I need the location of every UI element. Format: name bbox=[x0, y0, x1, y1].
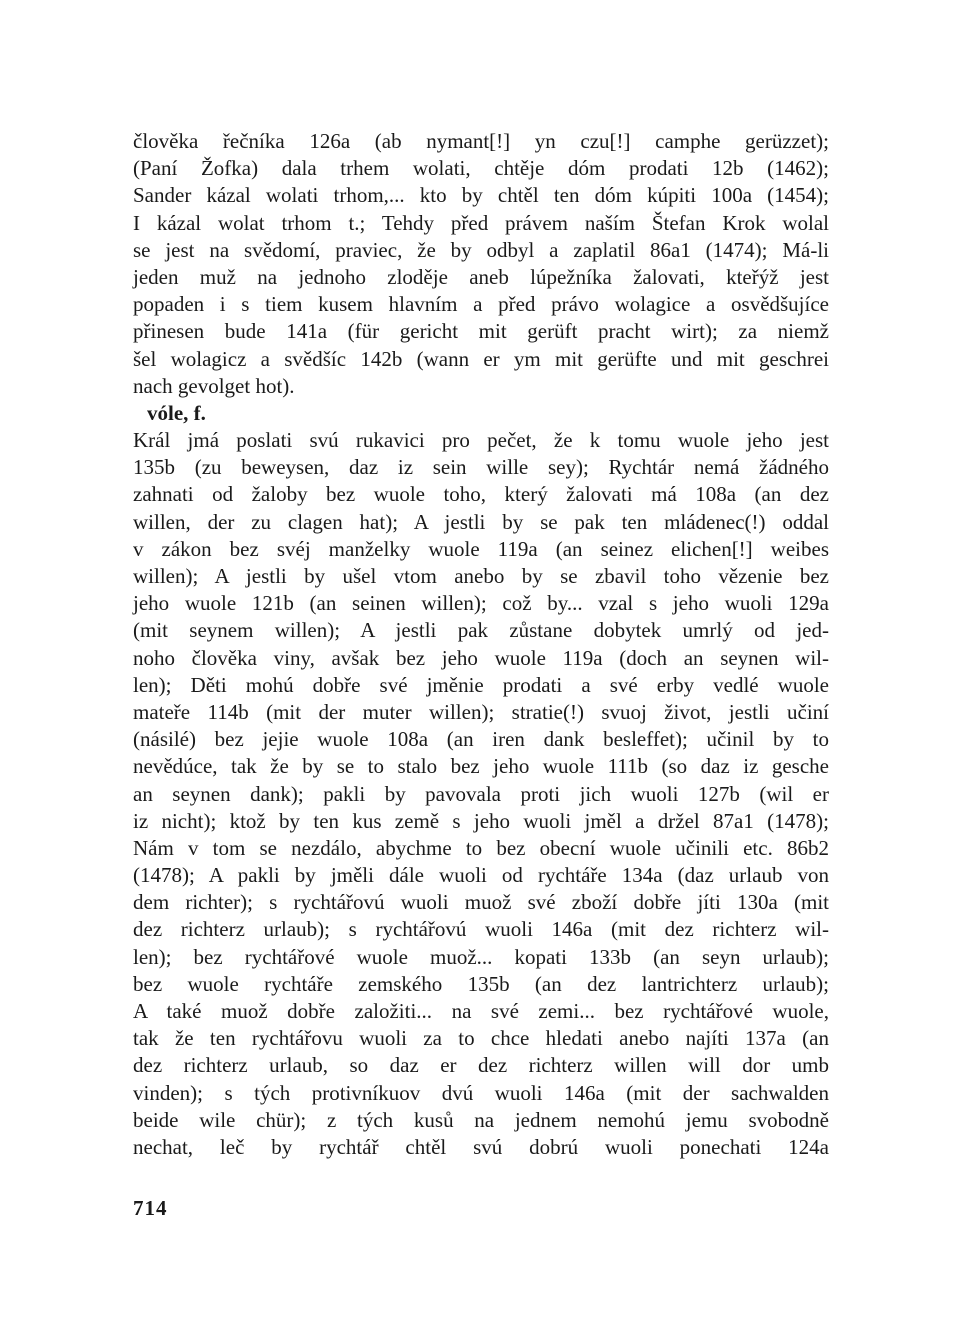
text-line: nechat, leč by rychtář chtěl svú dobrú wuoli ponechati 124a bbox=[133, 1134, 829, 1159]
text-line: A také muož dobře založiti... na své zemi... bez rychtářové wuole, bbox=[133, 999, 829, 1023]
text-line: Král jmá poslati svú rukavici pro pečet, že k tomu wuole jeho jest bbox=[133, 428, 829, 453]
text-line: iz nicht); ktož by ten kus země s jeho wuoli jměl a držel 87a1 (1478); bbox=[133, 808, 829, 833]
text-line: Nám v tom se nezdálo, abychme to bez obecní wuole učinili etc. 86b2 bbox=[133, 835, 829, 860]
text-line: (Paní Žofka) dala trhem wolati, chtěje dóm prodati 12b (1462); bbox=[133, 156, 829, 181]
text-line: člověka řečníka 126a (ab nymant[!] yn czu[!] camphe gerüzzet); bbox=[133, 129, 829, 153]
text-line: se jest na svědomí, praviec, že by odbyl a zaplatil 86a1 (1474); Má-li bbox=[133, 237, 829, 262]
text-line: jeho wuole 121b (an seinen willen); což by... vzal s jeho wuoli 129a bbox=[133, 591, 829, 616]
text-line: (1478); A pakli by jměli dále wuoli od rychtáře 134a (daz urlaub von bbox=[133, 863, 829, 888]
text-line: nevědúce, tak že by se to stalo bez jeho wuole 111b (so daz iz gesche bbox=[133, 754, 829, 779]
text-line: popaden i s tiem kusem hlavním a před právo wolagice a osvědšujíce bbox=[133, 292, 829, 317]
text-line: I kázal wolat trhom t.; Tehdy před právem naším Štefan Krok wolal bbox=[133, 210, 829, 235]
dictionary-entry-text bbox=[133, 128, 829, 1161]
text-line: dem richter); s rychtářovú wuoli muož své zboží dobře jíti 130a (mit bbox=[133, 890, 829, 915]
text-line: an seynen dank); pakli by pavovala proti jich wuoli 127b (wil er bbox=[133, 781, 829, 806]
text-line: přinesen bude 141a (für gericht mit gerüft pracht wirt); za niemž bbox=[133, 319, 829, 344]
text-line: bez wuole rychtáře zemského 135b (an dez lantrichterz urlaub); bbox=[133, 971, 829, 996]
text-line: jeden muž na jednoho zloděje aneb lúpežníka žalovati, kteřýž jest bbox=[133, 264, 829, 289]
text-line: vinden); s tých protivníkuov dvú wuoli 146a (mit der sachwalden bbox=[133, 1080, 829, 1105]
text-line: nach gevolget hot). bbox=[133, 373, 295, 398]
text-line: mateře 114b (mit der muter willen); stratie(!) svuoj život, jestli učiní bbox=[133, 699, 829, 724]
text-line: (násilé) bez jejie wuole 108a (an iren dank besleffet); učinil by to bbox=[133, 727, 829, 752]
text-line: noho člověka viny, avšak bez jeho wuole 119a (doch an seynen wil- bbox=[133, 645, 829, 670]
text-line: šel wolagicz a svědšíc 142b (wann er ym mit gerüfte und mit geschrei bbox=[133, 346, 829, 371]
text-line: willen); A jestli by ušel vtom anebo by se zbavil toho vězenie bez bbox=[133, 564, 829, 588]
text-line: (mit seynem willen); A jestli pak zůstane dobytek umrlý od jed- bbox=[133, 618, 829, 643]
text-line: Sander kázal wolati trhom,... kto by chtěl ten dóm kúpiti 100a (1454); bbox=[133, 183, 829, 208]
text-line: dez richterz urlaub); s rychtářovú wuoli 146a (mit dez richterz wil- bbox=[133, 917, 829, 942]
text-line: zahnati od žaloby bez wuole toho, který žalovati má 108a (an dez bbox=[133, 482, 829, 507]
text-line: willen, der zu clagen hat); A jestli by se pak ten mládenec(!) oddal bbox=[133, 509, 829, 534]
text-line: beide wile chür); z tých kusů na jednem nemohú jemu svobodně bbox=[133, 1107, 829, 1132]
text-line: len); Děti mohú dobře své jměnie prodati a své erby vedlé wuole bbox=[133, 672, 829, 697]
entry-headword: vóle, f. bbox=[147, 400, 206, 425]
page-number: 714 bbox=[133, 1196, 168, 1220]
text-line: len); bez rychtářové wuole muož... kopati 133b (an seyn urlaub); bbox=[133, 944, 829, 969]
text-line: tak že ten rychtářovu wuoli za to chce hledati anebo najíti 137a (an bbox=[133, 1026, 829, 1051]
text-line: dez richterz urlaub, so daz er dez richterz willen will dor umb bbox=[133, 1053, 829, 1078]
text-line: 135b (zu beweysen, daz iz sein wille sey); Rychtár nemá žádného bbox=[133, 455, 829, 480]
text-line: v zákon bez svéj manželky wuole 119a (an seinez elichen[!] weibes bbox=[133, 536, 829, 561]
